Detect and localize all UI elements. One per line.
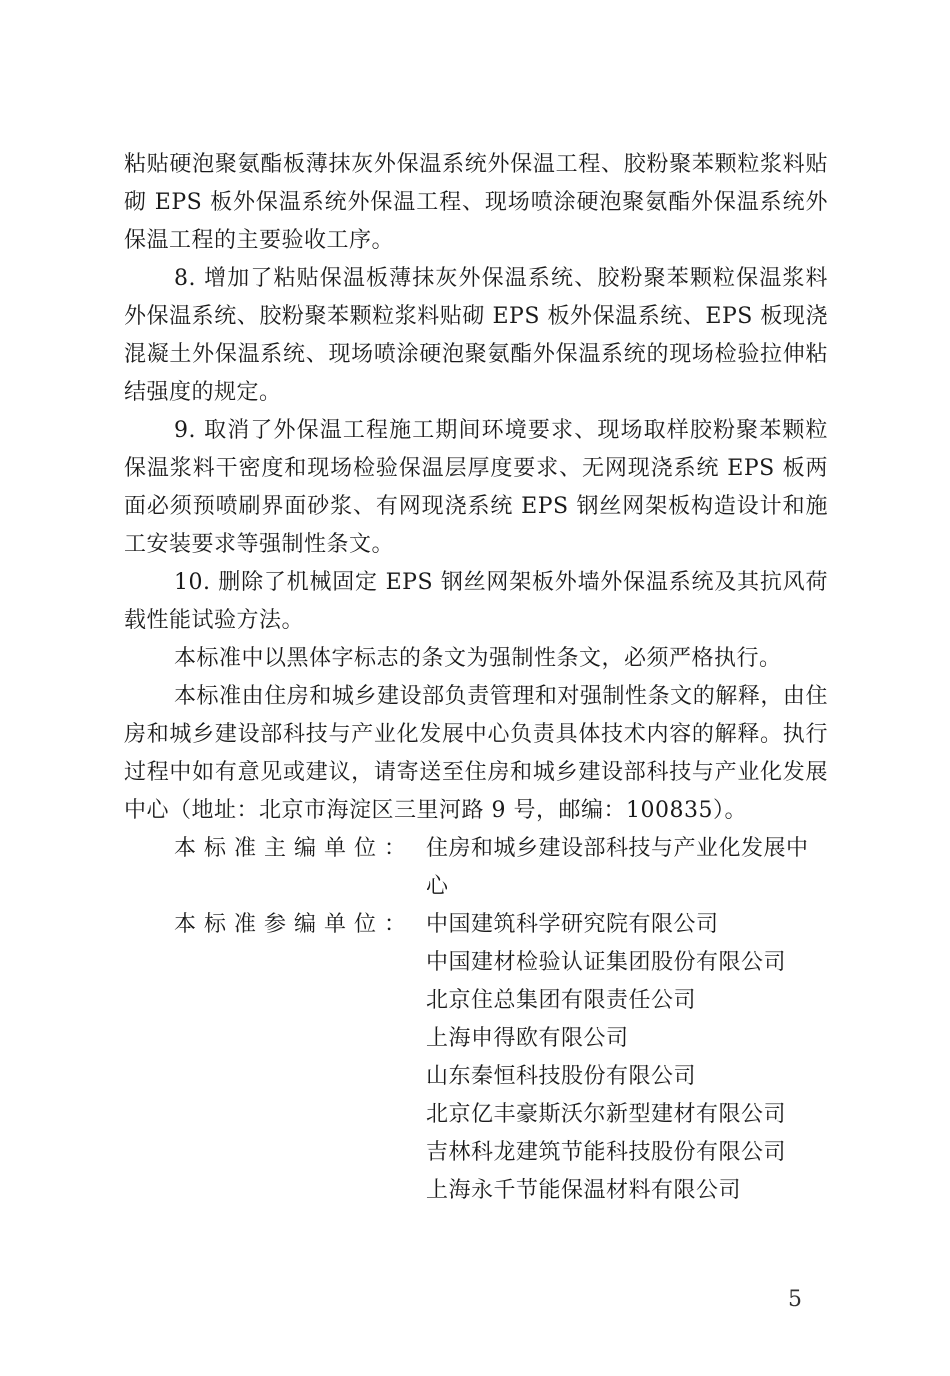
paragraph-mandatory-note: 本标准中以黑体字标志的条文为强制性条文，必须严格执行。 bbox=[174, 646, 782, 671]
participating-unit: 吉林科龙建筑节能科技股份有限公司 bbox=[426, 1140, 787, 1165]
participating-unit: 上海永千节能保温材料有限公司 bbox=[426, 1178, 742, 1203]
participating-unit: 山东秦恒科技股份有限公司 bbox=[426, 1064, 697, 1089]
page-body bbox=[124, 146, 828, 1210]
paragraph-management-note: 本标准由住房和城乡建设部负责管理和对强制性条文的解释，由住房和城乡建设部科技与产业化发展中心负责具体技术内容的解释。执行过程中如有意见或建议，请寄送至住房和城乡建设部科技与产业化发展中心（地址：北京市海淀区三里河路 9 号，邮编：100835）。 bbox=[124, 684, 828, 823]
chief-editor-list bbox=[426, 830, 828, 906]
page-number: 5 bbox=[788, 1287, 802, 1312]
participating-label: 本标准参编单位： bbox=[174, 912, 415, 937]
chief-editor-unit: 住房和城乡建设部科技与产业化发展中心 bbox=[426, 836, 809, 899]
participating-row bbox=[124, 906, 828, 1210]
paragraph-item-9: 9. 取消了外保温工程施工期间环境要求、现场取样胶粉聚苯颗粒保温浆料干密度和现场检验保温层厚度要求、无网现浇系统 EPS 板两面必须预喷刷界面砂浆、有网现浇系统 EPS 钢丝网架板构造设计和施工安装要求等强制性条文。 bbox=[124, 418, 828, 557]
participating-unit: 北京住总集团有限责任公司 bbox=[426, 988, 697, 1013]
participating-unit: 北京亿丰豪斯沃尔新型建材有限公司 bbox=[426, 1102, 787, 1127]
participating-unit: 上海申得欧有限公司 bbox=[426, 1026, 629, 1051]
participating-unit: 中国建筑科学研究院有限公司 bbox=[426, 912, 719, 937]
participating-list bbox=[426, 906, 828, 1210]
paragraph-item-8: 8. 增加了粘贴保温板薄抹灰外保温系统、胶粉聚苯颗粒保温浆料外保温系统、胶粉聚苯颗粒浆料贴砌 EPS 板外保温系统、EPS 板现浇混凝土外保温系统、现场喷涂硬泡聚氨酯外保温系统的现场检验拉伸粘结强度的规定。 bbox=[124, 266, 828, 405]
chief-editor-label: 本标准主编单位： bbox=[174, 836, 415, 861]
chief-editor-row bbox=[124, 830, 828, 906]
paragraph-item-10: 10. 删除了机械固定 EPS 钢丝网架板外墙外保温系统及其抗风荷载性能试验方法。 bbox=[124, 570, 828, 633]
participating-unit: 中国建材检验认证集团股份有限公司 bbox=[426, 950, 787, 975]
editor-units bbox=[124, 830, 828, 1210]
paragraph-continuation: 粘贴硬泡聚氨酯板薄抹灰外保温系统外保温工程、胶粉聚苯颗粒浆料贴砌 EPS 板外保温系统外保温工程、现场喷涂硬泡聚氨酯外保温系统外保温工程的主要验收工序。 bbox=[124, 152, 828, 253]
